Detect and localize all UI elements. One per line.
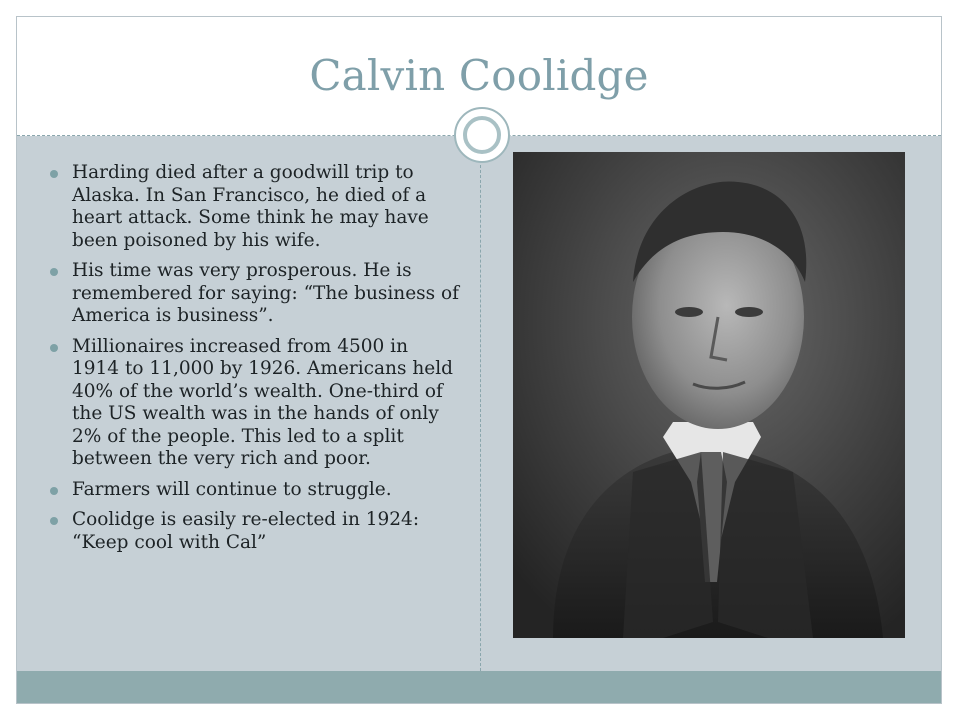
bullet-item <box>50 479 460 502</box>
footer-bar <box>17 671 941 704</box>
bullet-text: Harding died after a goodwill trip to Alaska. In San Francisco, he died of a heart attack. Some think he may have been poisoned by his wife. <box>72 162 429 251</box>
slide <box>16 16 942 704</box>
bullet-list <box>50 162 460 562</box>
bullet-item <box>50 509 460 554</box>
column-divider <box>480 165 481 671</box>
portrait-eye-left <box>675 307 703 317</box>
bullet-icon <box>50 268 58 276</box>
portrait-lapel-left <box>623 452 713 638</box>
bullet-item <box>50 162 460 252</box>
bullet-icon <box>50 487 58 495</box>
bullet-icon <box>50 344 58 352</box>
bullet-text: Millionaires increased from 4500 in 1914 to 11,000 by 1926. Americans held 40% of the world’s wealth. One-third of the US wealth was in the hands of only 2% of the people. This led to a split between the very rich and poor. <box>72 335 453 469</box>
circle-ornament-icon <box>454 107 510 163</box>
bullet-icon <box>50 170 58 178</box>
portrait-eye-right <box>735 307 763 317</box>
bullet-text: Coolidge is easily re-elected in 1924: “Keep cool with Cal” <box>72 509 420 553</box>
bullet-item <box>50 260 460 328</box>
portrait-image <box>513 152 905 638</box>
bullet-item <box>50 336 460 471</box>
bullet-icon <box>50 517 58 525</box>
bullet-text: Farmers will continue to struggle. <box>72 478 392 500</box>
circle-ornament-inner <box>463 116 501 154</box>
portrait-photo <box>513 152 905 638</box>
slide-title: Calvin Coolidge <box>309 51 649 100</box>
bullet-text: His time was very prosperous. He is remembered for saying: “The business of America is business”. <box>72 260 460 326</box>
